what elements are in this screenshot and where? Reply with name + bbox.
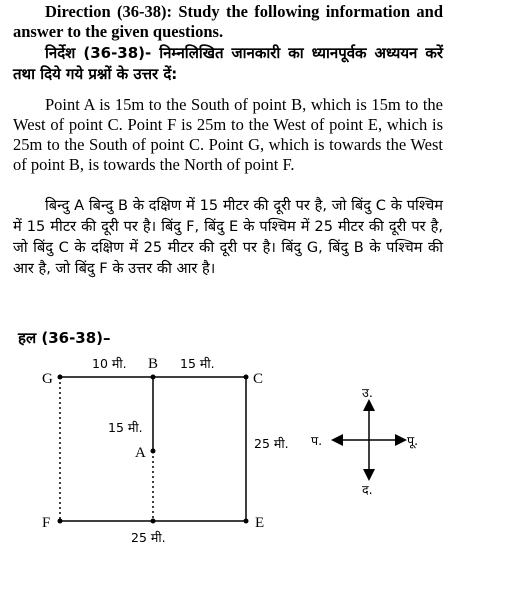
label-g: G	[42, 371, 53, 387]
point-f	[58, 519, 63, 524]
point-b	[151, 375, 156, 380]
label-a: A	[135, 445, 146, 461]
question-paragraph-hindi: बिन्दु A बिन्दु B के दक्षिण में 15 मीटर की दूरी पर है, जो बिंदु C के पश्चिम में 15 मीटर की दूरी पर है। बिंदु F, बिंदु E के पश्चिम में 25 मीटर की दूरी पर है, जो बिंदु C के दक्षिण में 25 मीटर की दूरी पर है। बिंदु G, बिंदु B के पश्चिम की आर है, जो बिंदु F के उत्तर की आर है।	[13, 197, 443, 277]
point-g	[58, 375, 63, 380]
direction-heading-hindi: निर्देश (36-38)- निम्नलिखित जानकारी का ध्यानपूर्वक अध्ययन करें तथा दिये गये प्रश्नों के उत्तर दें:	[13, 44, 443, 83]
compass-north: उ.	[362, 385, 373, 400]
point-e	[244, 519, 249, 524]
label-e: E	[255, 515, 265, 531]
distance-b-a: 15 मी.	[108, 420, 143, 435]
compass-west: प.	[311, 433, 323, 448]
solution-title: हल (36-38)–	[18, 329, 111, 347]
label-c: C	[253, 371, 264, 387]
point-a	[151, 449, 156, 454]
distance-b-c: 15 मी.	[180, 356, 215, 371]
compass-south: द.	[362, 482, 373, 497]
question-paragraph-english: Point A is 15m to the South of point B, which is 15m to the West of point C. Point F is 25m to the West of point E, which is 25m to the South of point C. Point G, which is towards the West of point B, is towards the North of point F.	[13, 95, 443, 174]
label-b: B	[148, 356, 159, 372]
direction-heading-english: Direction (36-38): Study the following information and answer to the given questions.	[13, 2, 443, 41]
distance-c-e: 25 मी.	[254, 436, 289, 451]
distance-f-e: 25 मी.	[131, 530, 166, 545]
label-f: F	[42, 515, 51, 531]
distance-g-b: 10 मी.	[92, 356, 127, 371]
point-c	[244, 375, 249, 380]
compass-east: पू.	[407, 433, 419, 448]
point-bottom-mid	[151, 519, 156, 524]
